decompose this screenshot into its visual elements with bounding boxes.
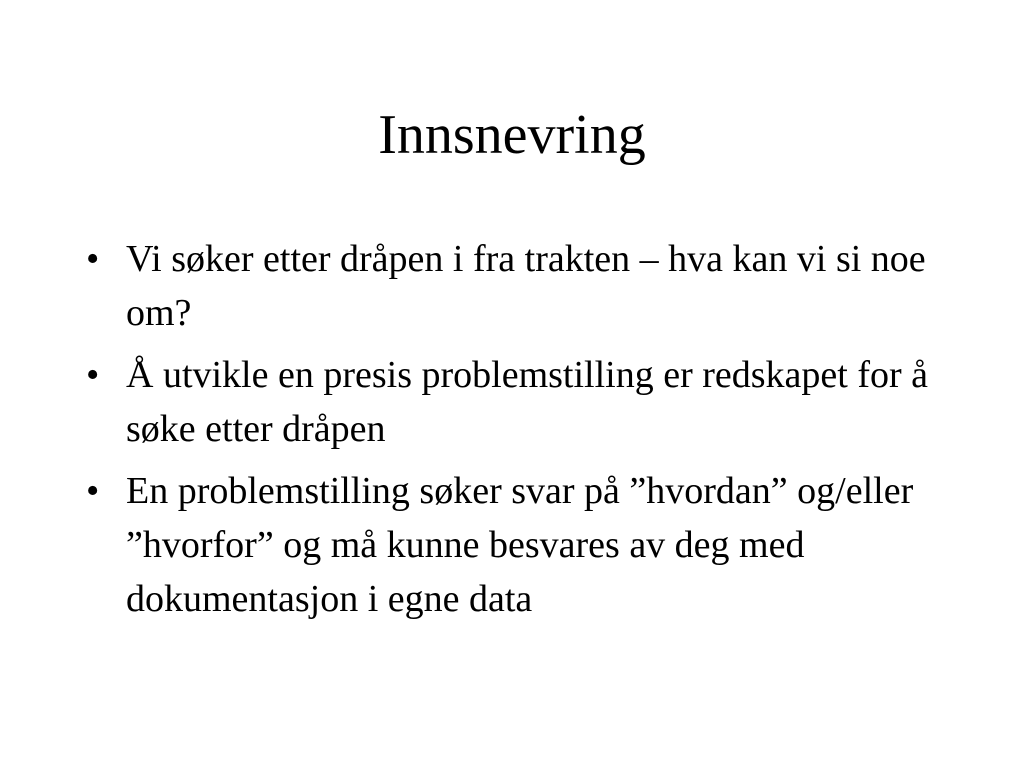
bullet-item [86, 464, 946, 626]
bullet-text: En problemstilling søker svar på ”hvordan” og/eller ”hvorfor” og må kunne besvares av deg med dokumentasjon i egne data [126, 470, 914, 620]
bullet-text: Å utvikle en presis problemstilling er redskapet for å søke etter dråpen [126, 354, 929, 450]
bullet-marker: • [86, 238, 100, 280]
slide-title: Innsnevring [378, 104, 646, 166]
bullet-item [86, 232, 946, 340]
bullet-text: Vi søker etter dråpen i fra trakten – hva kan vi si noe om? [126, 238, 926, 334]
bullet-item [86, 348, 946, 456]
bullet-marker: • [86, 470, 100, 512]
bullet-list [86, 232, 946, 634]
bullet-marker: • [86, 354, 100, 396]
